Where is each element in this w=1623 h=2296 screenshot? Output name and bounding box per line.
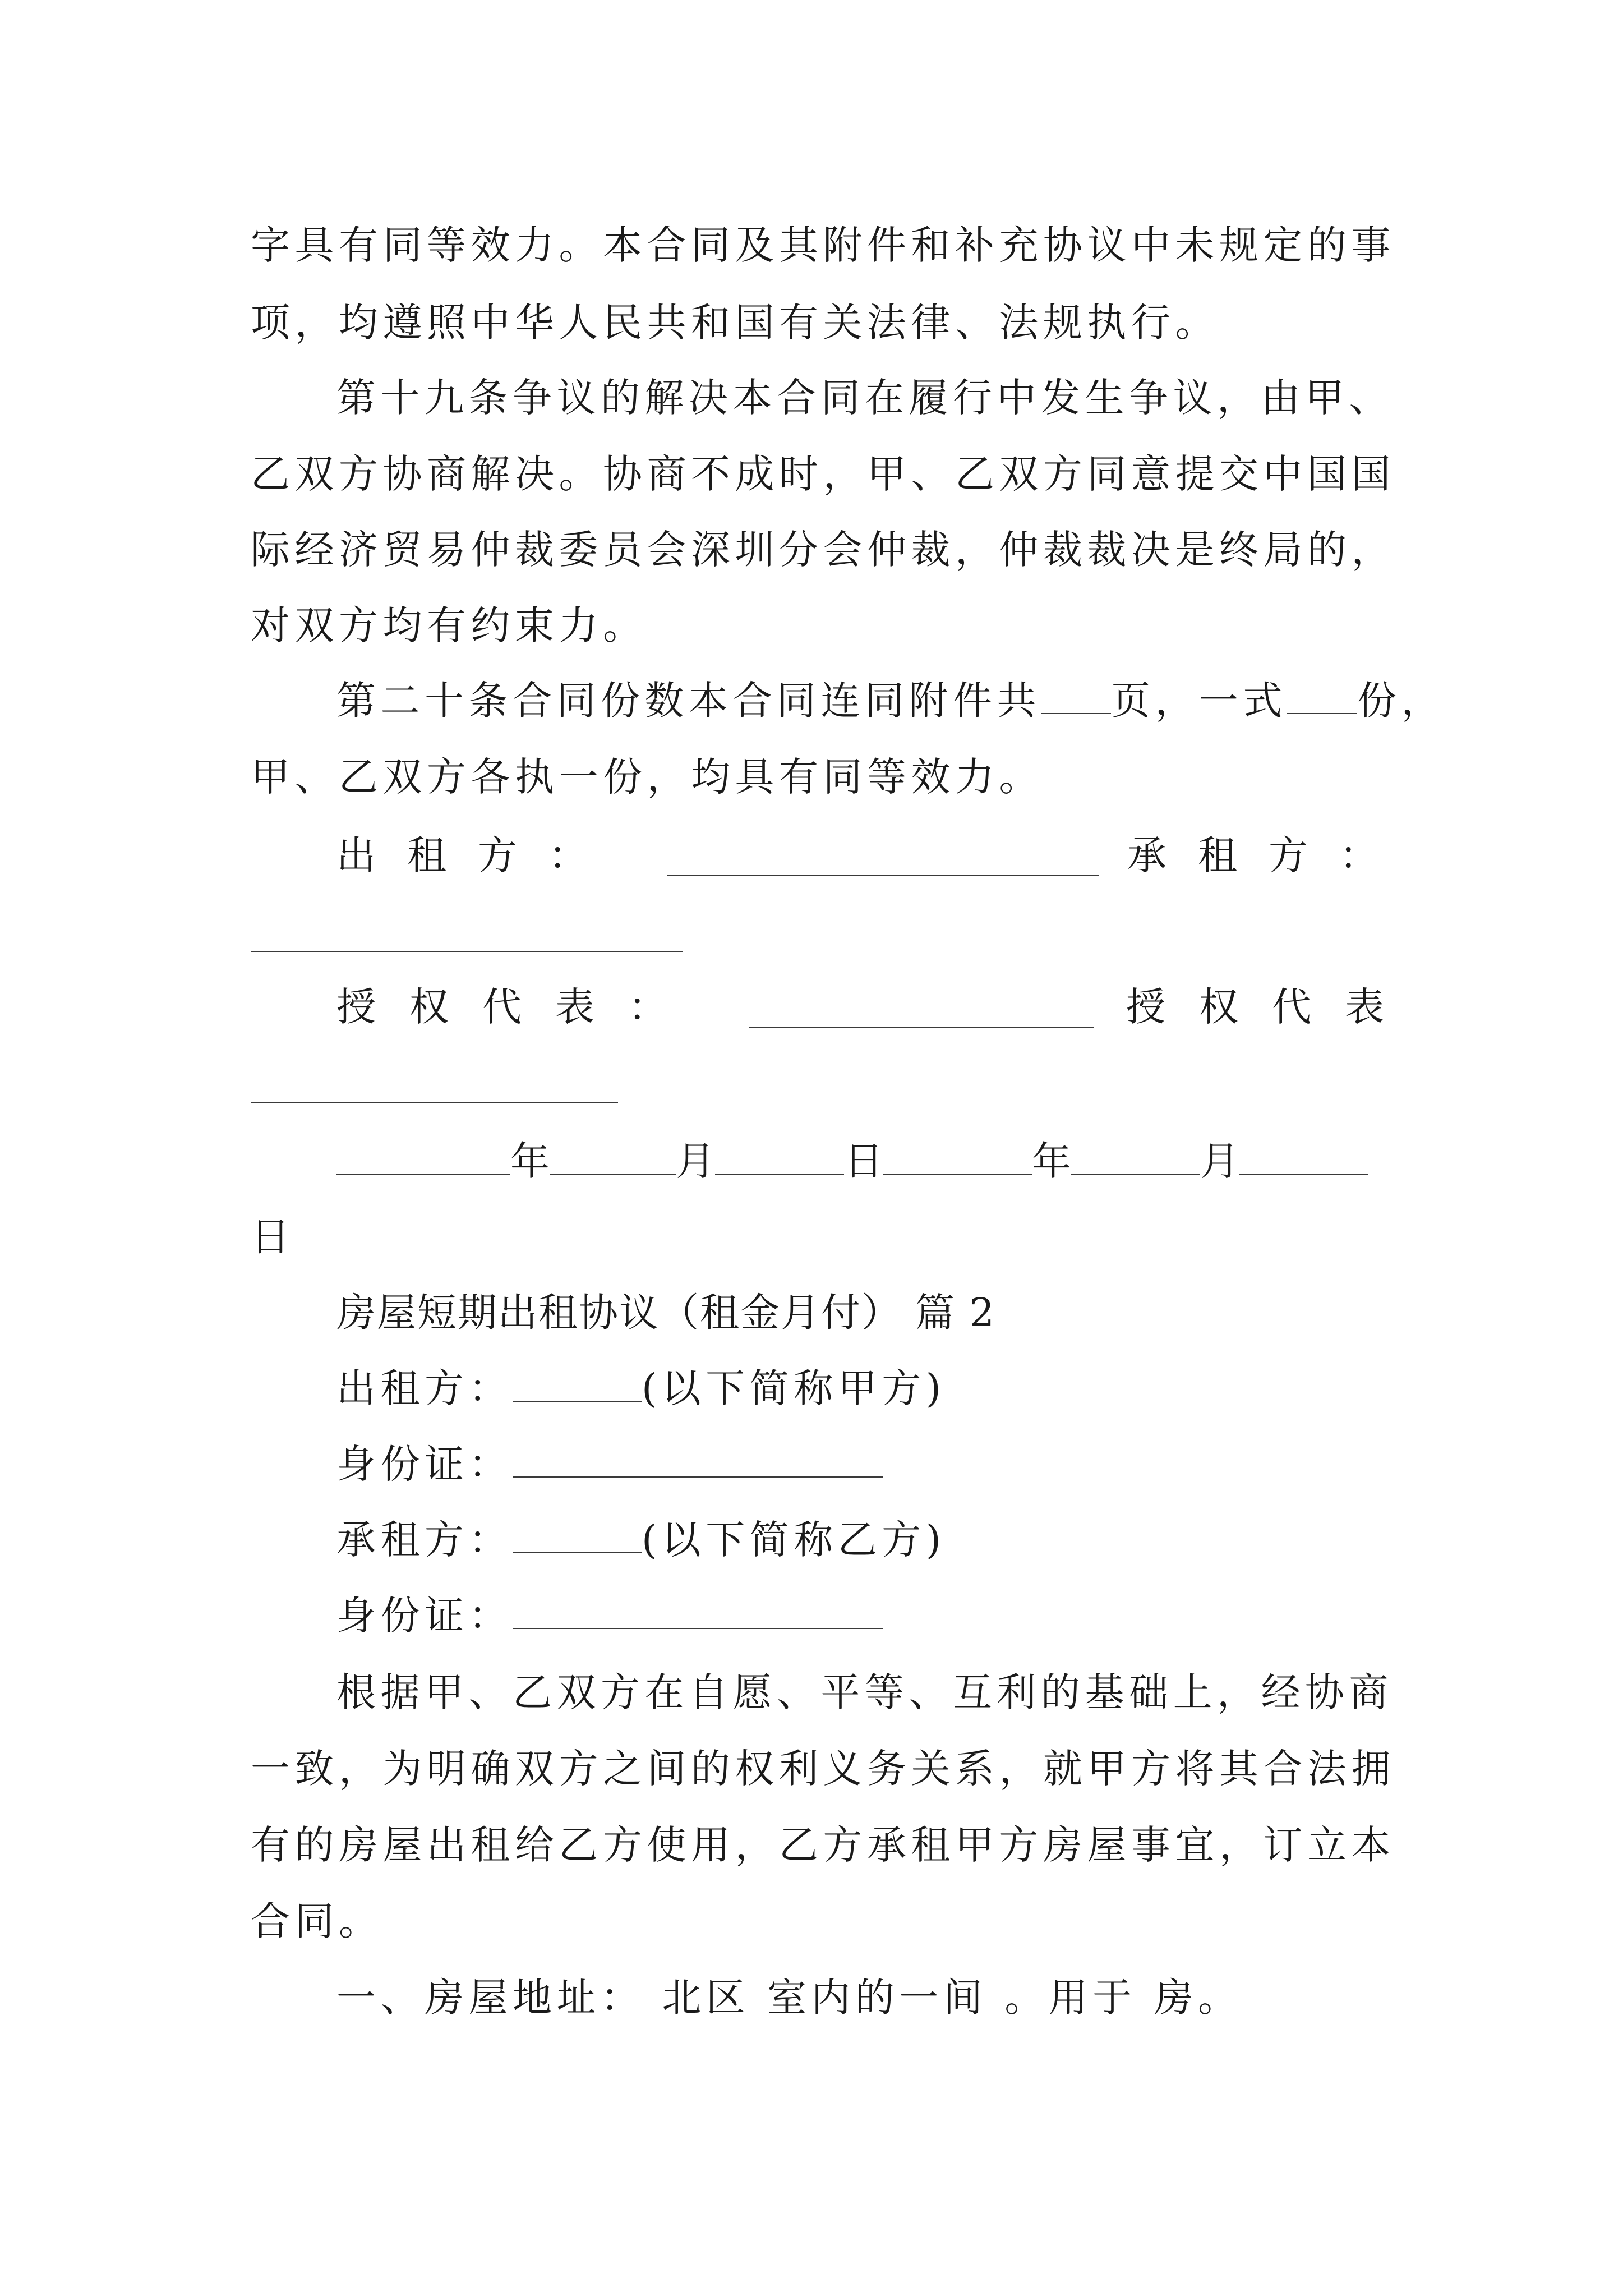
blank-field xyxy=(1287,678,1357,714)
text-line: 项，均遵照中华人民共和国有关法律、法规执行。 xyxy=(251,300,1219,346)
lessor-line xyxy=(336,1363,946,1414)
text-line: 第十九条争议的解决本合同在履行中发生争议，由甲、 xyxy=(336,375,1393,421)
blank-field xyxy=(513,1517,642,1553)
blank-field xyxy=(1071,1139,1200,1175)
blank-field xyxy=(513,1593,883,1629)
text-line: 对双方均有约束力。 xyxy=(251,602,647,648)
lessee-label: 承租方： xyxy=(336,1517,513,1563)
text-line: 一致，为明确双方之间的权利义务关系，就甲方将其合法拥 xyxy=(251,1746,1395,1792)
lessor-label: 出租方： xyxy=(336,1365,513,1411)
id-line xyxy=(336,1590,883,1641)
id-label: 身份证： xyxy=(336,1441,513,1487)
year-label: 年 xyxy=(1032,1138,1071,1184)
lessee-note: (以下简称乙方) xyxy=(642,1517,946,1563)
lessor-label: 出租方： xyxy=(336,832,619,878)
blank-field xyxy=(1041,678,1111,714)
date-line xyxy=(336,1136,1368,1186)
lessee-label: 承租方： xyxy=(1127,832,1410,878)
address-line: 一、房屋地址： 北区 室内的一间 。用于 房。 xyxy=(336,1975,1242,2021)
text-fragment: 页，一式 xyxy=(1111,678,1287,724)
text-fragment: 第二十条合同份数本合同连同附件共 xyxy=(336,678,1041,724)
blank-field xyxy=(667,875,1099,876)
blank-field xyxy=(550,1139,676,1175)
text-line: 有的房屋出租给乙方使用，乙方承租甲方房屋事宜，订立本 xyxy=(251,1822,1395,1868)
day-label: 日 xyxy=(251,1214,295,1260)
blank-field xyxy=(513,1366,642,1402)
day-label: 日 xyxy=(844,1138,883,1184)
blank-field xyxy=(715,1139,844,1175)
representative-label: 授权代表 xyxy=(1126,984,1418,1030)
blank-field xyxy=(883,1139,1032,1175)
representative-label: 授权代表： xyxy=(336,984,701,1030)
text-line: 际经济贸易仲裁委员会深圳分会仲裁，仲裁裁决是终局的， xyxy=(251,527,1395,573)
section-title: 房屋短期出租协议（租金月付） 篇 2 xyxy=(336,1290,996,1336)
blank-field xyxy=(251,1102,618,1103)
text-line: 合同。 xyxy=(251,1898,383,1944)
year-label: 年 xyxy=(510,1138,550,1184)
lessee-line xyxy=(336,1515,946,1565)
text-line xyxy=(336,675,1445,726)
lessor-note: (以下简称甲方) xyxy=(642,1365,946,1411)
blank-field xyxy=(1239,1139,1368,1175)
blank-field xyxy=(749,1027,1094,1028)
blank-field xyxy=(336,1139,510,1175)
text-fragment: 份， xyxy=(1357,678,1445,724)
month-label: 月 xyxy=(676,1138,715,1184)
text-line: 甲、乙双方各执一份，均具有同等效力。 xyxy=(251,754,1043,800)
text-line: 字具有同等效力。本合同及其附件和补充协议中未规定的事 xyxy=(251,222,1395,268)
blank-field xyxy=(251,951,683,952)
text-line: 根据甲、乙双方在自愿、平等、互利的基础上，经协商 xyxy=(336,1669,1393,1715)
blank-field xyxy=(513,1442,883,1478)
month-label: 月 xyxy=(1200,1138,1239,1184)
text-line: 乙双方协商解决。协商不成时，甲、乙双方同意提交中国国 xyxy=(251,451,1395,497)
id-label: 身份证： xyxy=(336,1593,513,1639)
id-line xyxy=(336,1439,883,1489)
